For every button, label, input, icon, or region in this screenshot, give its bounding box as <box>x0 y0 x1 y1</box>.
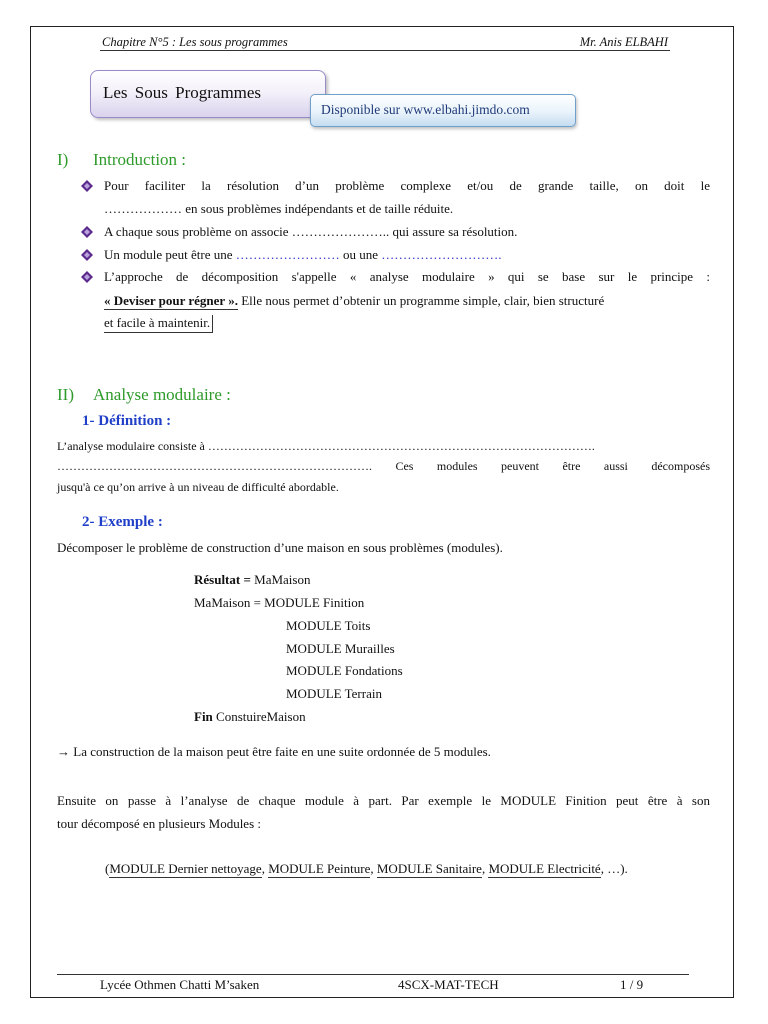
definition-heading: 1- Définition : <box>82 413 172 429</box>
paren-open: ( <box>105 861 110 876</box>
footer-school: Lycée Othmen Chatti M’saken <box>100 977 260 992</box>
principle-highlight: « Deviser pour régner ». <box>104 293 238 308</box>
definition-line-1: L’analyse modulaire consiste à ……………………………………………………………………………………. <box>57 439 595 453</box>
fin-line <box>194 709 306 725</box>
section-number: II) <box>57 385 74 404</box>
equals-sign: = <box>240 572 255 587</box>
section-title: Introduction : <box>93 150 187 169</box>
diamond-bullet-icon <box>80 225 94 239</box>
paren-close: , …). <box>600 861 628 876</box>
conclusion-text: La construction de la maison peut être faite en une suite ordonnée de 5 modules. <box>70 744 491 759</box>
fin-value: ConstuireMaison <box>212 709 306 724</box>
diamond-bullet-icon <box>80 179 94 193</box>
diamond-bullet-icon <box>80 270 94 284</box>
availability-box <box>310 94 576 127</box>
text-segment: ou une <box>339 247 382 262</box>
definition-line-2: ……………………………………………………………………. Ces modules peuvent être aussi décomposés <box>57 459 710 473</box>
module-item: MODULE Murailles <box>286 641 395 656</box>
definition-line-3: jusqu'à ce qu’on arrive à un niveau de difficulté abordable. <box>57 480 339 494</box>
keyword-fin: Fin <box>194 709 213 724</box>
intro-bullet-1-line-2: ……………… en sous problèmes indépendants et de taille réduite. <box>104 201 454 216</box>
conclusion-line <box>57 744 491 760</box>
intro-bullet-3 <box>104 247 502 263</box>
separator: , <box>370 861 377 876</box>
module-item: MODULE Fondations <box>286 663 403 678</box>
sub-module-item: MODULE Dernier nettoyage <box>109 861 262 876</box>
intro-bullet-4-line-2 <box>104 293 604 309</box>
keyword-resultat: Résultat <box>194 572 241 587</box>
header-chapter: Chapitre N°5 : Les sous programmes <box>102 35 288 49</box>
text-segment: Un module peut être une <box>104 247 236 262</box>
separator: , <box>481 861 489 876</box>
blank-dots: ………………………. <box>381 247 502 262</box>
diamond-bullet-icon <box>80 248 94 262</box>
blank-dots: …………………… <box>235 247 340 262</box>
assignment-line <box>194 595 364 611</box>
chapter-title: Les Sous Programmes <box>103 83 262 102</box>
then-line-2: tour décomposé en plusieurs Modules : <box>57 816 261 831</box>
intro-bullet-2: A chaque sous problème on associe ………………….. qui assure sa résolution. <box>104 224 518 239</box>
then-line-1: Ensuite on passe à l’analyse de chaque module à part. Par exemple le MODULE Finition peut être à son <box>57 793 710 808</box>
page-header <box>100 34 670 51</box>
result-line <box>194 572 310 588</box>
page-border <box>30 26 734 998</box>
assignment-lhs: MaMaison = <box>194 595 265 610</box>
module-item: MODULE Finition <box>264 595 365 610</box>
example-heading: 2- Exemple : <box>82 514 163 530</box>
intro-bullet-4-line-3: et facile à maintenir. <box>104 315 213 333</box>
availability-text: Disponible sur www.elbahi.jimdo.com <box>321 102 530 117</box>
module-item: MODULE Toits <box>286 618 371 633</box>
text-segment: Elle nous permet d’obtenir un programme simple, clair, bien structuré <box>237 293 605 308</box>
section-number: I) <box>57 150 69 169</box>
footer-page-number: 1 / 9 <box>620 977 644 992</box>
sub-modules-list <box>105 861 628 877</box>
arrow-right-icon: → <box>57 744 70 759</box>
footer-divider <box>57 974 689 975</box>
chapter-title-box <box>90 70 326 118</box>
sub-module-item: MODULE Electricité <box>488 861 601 876</box>
result-value: MaMaison <box>254 572 311 587</box>
intro-bullet-4-line-1: L’approche de décomposition s'appelle « analyse modulaire » qui se base sur le principe : <box>104 269 710 284</box>
separator: , <box>261 861 269 876</box>
sub-module-item: MODULE Peinture <box>268 861 371 876</box>
header-author: Mr. Anis ELBAHI <box>579 35 668 49</box>
section-title: Analyse modulaire : <box>93 385 231 404</box>
sub-module-item: MODULE Sanitaire <box>376 861 482 876</box>
intro-bullet-1-line-1: Pour faciliter la résolution d’un problème complexe et/ou de grande taille, on doit le <box>104 178 710 193</box>
footer-class: 4SCX-MAT-TECH <box>398 977 499 992</box>
module-item: MODULE Terrain <box>286 686 382 701</box>
example-intro: Décomposer le problème de construction d’une maison en sous problèmes (modules). <box>57 540 503 555</box>
